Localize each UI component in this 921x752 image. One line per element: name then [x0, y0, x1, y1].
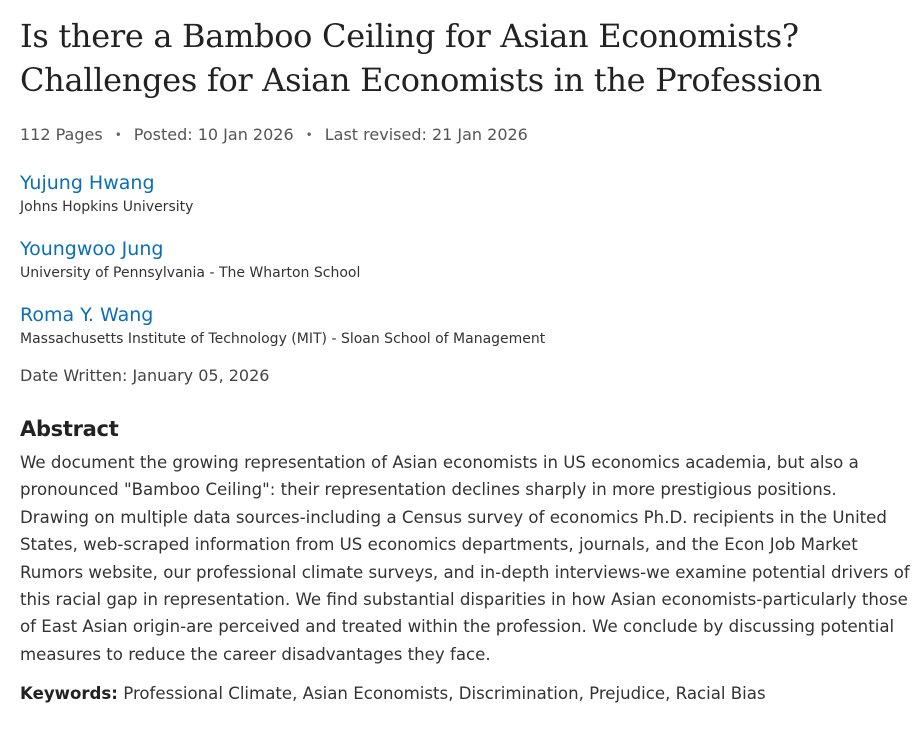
page-count: 112 Pages — [20, 125, 103, 144]
abstract-text: We document the growing representation of Asian economists in US economics academia, but also a pronounced "Bamboo Ceiling": their representation declines sharply in more prestigious positions. Drawing on multiple data sources-including a Census survey of economics Ph.D. recipients in the United States, web-scraped information from US economics departments, journals, and the Econ Job Market Rumors website, our professional climate surveys, and in-depth interviews-we examine potential drivers of this racial gap in representation. We find substantial disparities in how Asian economists-particularly those of East Asian origin-are perceived and treated within the profession. We conclude by discussing potential measures to reduce the career disadvantages they face. — [20, 453, 910, 664]
author-list — [20, 170, 910, 349]
author-name-link[interactable]: Youngwoo Jung — [20, 238, 164, 260]
keywords — [20, 682, 910, 706]
author-affiliation: Johns Hopkins University — [20, 199, 194, 215]
abstract-heading: Abstract — [20, 417, 119, 441]
posted-date: Posted: 10 Jan 2026 — [133, 125, 294, 144]
author-entry — [20, 236, 910, 283]
author-entry — [20, 170, 910, 217]
revised-date: Last revised: 21 Jan 2026 — [324, 125, 528, 144]
date-written: Date Written: January 05, 2026 — [20, 366, 270, 385]
keywords-value: Professional Climate, Asian Economists, Discrimination, Prejudice, Racial Bias — [123, 684, 766, 704]
author-name-link[interactable]: Yujung Hwang — [20, 172, 155, 194]
meta-separator: • — [305, 128, 313, 142]
paper-page — [20, 14, 910, 706]
keywords-label: Keywords: — [20, 684, 118, 704]
author-affiliation: University of Pennsylvania - The Wharton School — [20, 265, 361, 281]
paper-title — [20, 14, 910, 102]
paper-title-line-1: Is there a Bamboo Ceiling for Asian Economists? — [20, 17, 799, 55]
author-affiliation: Massachusetts Institute of Technology (MIT) - Sloan School of Management — [20, 331, 546, 347]
author-name-link[interactable]: Roma Y. Wang — [20, 304, 154, 326]
paper-title-line-2: Challenges for Asian Economists in the Profession — [20, 61, 823, 99]
meta-separator: • — [114, 128, 122, 142]
paper-meta — [20, 124, 910, 146]
author-entry — [20, 302, 910, 349]
